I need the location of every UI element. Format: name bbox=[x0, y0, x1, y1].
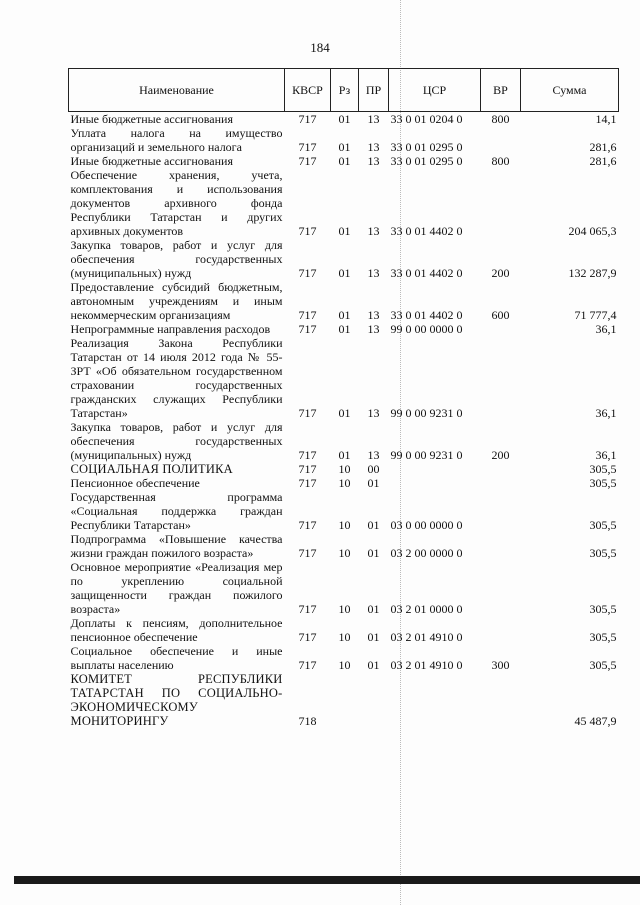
row-rz: 10 bbox=[338, 462, 351, 476]
table-row bbox=[69, 420, 619, 462]
row-pr bbox=[359, 672, 389, 728]
row-name: Закупка товаров, работ и услуг для обеспечения государственных (муниципальных) нужд bbox=[70, 238, 283, 280]
row-pr: 01 bbox=[367, 602, 380, 616]
row-rz: 01 bbox=[338, 224, 351, 238]
row-csr: 03 2 00 0000 0 bbox=[390, 546, 463, 560]
row-rz: 10 bbox=[338, 602, 351, 616]
row-pr: 13 bbox=[367, 322, 380, 336]
row-kvsr: 717 bbox=[298, 140, 317, 154]
row-kvsr: 717 bbox=[298, 476, 317, 490]
row-vr: 600 bbox=[491, 308, 510, 322]
row-name: Основное мероприятие «Реализация мер по укреплению социальной защищенности граждан пожилого возраста» bbox=[70, 560, 283, 616]
row-kvsr: 717 bbox=[298, 658, 317, 672]
row-csr: 03 0 00 0000 0 bbox=[390, 518, 463, 532]
row-pr: 13 bbox=[367, 224, 380, 238]
row-sum: 305,5 bbox=[589, 462, 617, 476]
row-name: Доплаты к пенсиям, дополнительное пенсионное обеспечение bbox=[70, 616, 283, 644]
row-csr: 33 0 01 4402 0 bbox=[390, 224, 463, 238]
row-vr bbox=[481, 616, 521, 644]
row-sum: 305,5 bbox=[589, 630, 617, 644]
row-rz: 01 bbox=[338, 308, 351, 322]
row-vr bbox=[481, 126, 521, 154]
row-name: Закупка товаров, работ и услуг для обеспечения государственных (муниципальных) нужд bbox=[70, 420, 283, 462]
table-row bbox=[69, 154, 619, 168]
row-pr: 01 bbox=[367, 546, 380, 560]
row-pr: 00 bbox=[367, 462, 380, 476]
row-vr: 800 bbox=[491, 112, 510, 126]
row-pr: 13 bbox=[367, 406, 380, 420]
row-vr bbox=[481, 168, 521, 238]
row-sum: 305,5 bbox=[589, 518, 617, 532]
row-pr: 01 bbox=[367, 476, 380, 490]
row-name: КОМИТЕТ РЕСПУБЛИКИ ТАТАРСТАН ПО СОЦИАЛЬНО-ЭКОНОМИЧЕСКОМУ МОНИТОРИНГУ bbox=[70, 672, 283, 728]
row-vr bbox=[481, 322, 521, 336]
row-kvsr: 717 bbox=[298, 322, 317, 336]
table-row bbox=[69, 616, 619, 644]
row-name: Государственная программа «Социальная поддержка граждан Республики Татарстан» bbox=[70, 490, 283, 532]
row-vr: 800 bbox=[491, 154, 510, 168]
table-row bbox=[69, 490, 619, 532]
row-csr: 33 0 01 0204 0 bbox=[390, 112, 463, 126]
row-rz: 10 bbox=[338, 658, 351, 672]
row-name: СОЦИАЛЬНАЯ ПОЛИТИКА bbox=[70, 462, 233, 476]
row-kvsr: 717 bbox=[298, 448, 317, 462]
row-name: Социальное обеспечение и иные выплаты населению bbox=[70, 644, 283, 672]
row-name: Уплата налога на имущество организаций и земельного налога bbox=[70, 126, 283, 154]
row-csr: 99 0 00 9231 0 bbox=[390, 406, 463, 420]
column-header-csr: ЦСР bbox=[389, 69, 481, 112]
row-csr: 99 0 00 0000 0 bbox=[390, 322, 463, 336]
row-kvsr: 717 bbox=[298, 630, 317, 644]
row-rz: 01 bbox=[338, 266, 351, 280]
row-sum: 45 487,9 bbox=[574, 714, 617, 728]
row-pr: 13 bbox=[367, 448, 380, 462]
row-csr: 33 0 01 4402 0 bbox=[390, 308, 463, 322]
row-sum: 36,1 bbox=[595, 322, 617, 336]
row-csr: 99 0 00 9231 0 bbox=[390, 448, 463, 462]
row-pr: 13 bbox=[367, 112, 380, 126]
row-vr bbox=[481, 462, 521, 476]
row-name: Подпрограмма «Повышение качества жизни граждан пожилого возраста» bbox=[70, 532, 283, 560]
row-sum: 14,1 bbox=[595, 112, 617, 126]
column-header-vr: ВР bbox=[481, 69, 521, 112]
scan-bottom-edge bbox=[14, 876, 640, 884]
row-sum: 36,1 bbox=[595, 406, 617, 420]
row-rz: 01 bbox=[338, 140, 351, 154]
column-header-kvsr: КВСР bbox=[285, 69, 331, 112]
row-csr: 03 2 01 4910 0 bbox=[390, 658, 463, 672]
row-kvsr: 717 bbox=[298, 224, 317, 238]
row-vr bbox=[481, 532, 521, 560]
row-kvsr: 717 bbox=[298, 154, 317, 168]
table-body bbox=[69, 112, 619, 729]
row-kvsr: 718 bbox=[298, 714, 317, 728]
row-vr: 200 bbox=[491, 266, 510, 280]
row-sum: 281,6 bbox=[589, 154, 617, 168]
page-number: 184 bbox=[310, 40, 330, 55]
row-rz: 10 bbox=[338, 546, 351, 560]
table-row bbox=[69, 322, 619, 336]
row-pr: 01 bbox=[367, 658, 380, 672]
row-csr bbox=[389, 476, 481, 490]
table-row bbox=[69, 644, 619, 672]
row-sum: 71 777,4 bbox=[574, 308, 617, 322]
row-pr: 13 bbox=[367, 140, 380, 154]
row-vr bbox=[481, 476, 521, 490]
row-vr bbox=[481, 672, 521, 728]
row-pr: 01 bbox=[367, 518, 380, 532]
row-vr: 200 bbox=[491, 448, 510, 462]
row-sum: 132 287,9 bbox=[568, 266, 617, 280]
row-kvsr: 717 bbox=[298, 462, 317, 476]
row-csr: 03 2 01 4910 0 bbox=[390, 630, 463, 644]
row-sum: 281,6 bbox=[589, 140, 617, 154]
table-row bbox=[69, 462, 619, 476]
row-name: Реализация Закона Республики Татарстан от 14 июля 2012 года № 55-ЗРТ «Об обязательном государственном страховании государственных гражданских служащих Республики Татарстан» bbox=[70, 336, 283, 420]
row-sum: 305,5 bbox=[589, 658, 617, 672]
row-rz: 01 bbox=[338, 448, 351, 462]
table-row bbox=[69, 336, 619, 420]
row-kvsr: 717 bbox=[298, 546, 317, 560]
row-name: Обеспечение хранения, учета, комплектования и использования документов архивного фонда Республики Татарстан и других архивных документов bbox=[70, 168, 283, 238]
row-csr bbox=[389, 672, 481, 728]
row-kvsr: 717 bbox=[298, 266, 317, 280]
row-name: Иные бюджетные ассигнования bbox=[70, 112, 233, 126]
row-kvsr: 717 bbox=[298, 112, 317, 126]
row-pr: 01 bbox=[367, 630, 380, 644]
table-row bbox=[69, 168, 619, 238]
row-vr bbox=[481, 560, 521, 616]
row-name: Непрограммные направления расходов bbox=[70, 322, 271, 336]
row-pr: 13 bbox=[367, 308, 380, 322]
row-vr: 300 bbox=[491, 658, 510, 672]
row-kvsr: 717 bbox=[298, 308, 317, 322]
row-rz: 01 bbox=[338, 406, 351, 420]
row-vr bbox=[481, 490, 521, 532]
table-row bbox=[69, 280, 619, 322]
table-row bbox=[69, 112, 619, 127]
row-csr: 03 2 01 0000 0 bbox=[390, 602, 463, 616]
row-pr: 13 bbox=[367, 154, 380, 168]
row-name: Предоставление субсидий бюджетным, автономным учреждениям и иным некоммерческим организациям bbox=[70, 280, 283, 322]
budget-table bbox=[68, 68, 619, 728]
column-header-pr: ПР bbox=[359, 69, 389, 112]
row-name: Пенсионное обеспечение bbox=[70, 476, 200, 490]
row-rz: 01 bbox=[338, 112, 351, 126]
column-header-rz: Рз bbox=[331, 69, 359, 112]
row-csr: 33 0 01 0295 0 bbox=[390, 154, 463, 168]
row-rz: 10 bbox=[338, 630, 351, 644]
row-rz: 10 bbox=[338, 476, 351, 490]
row-csr: 33 0 01 4402 0 bbox=[390, 266, 463, 280]
row-kvsr: 717 bbox=[298, 406, 317, 420]
row-rz: 10 bbox=[338, 518, 351, 532]
table-row bbox=[69, 532, 619, 560]
column-header-name: Наименование bbox=[69, 69, 285, 112]
row-sum: 305,5 bbox=[589, 602, 617, 616]
row-name: Иные бюджетные ассигнования bbox=[70, 154, 233, 168]
row-sum: 204 065,3 bbox=[568, 224, 617, 238]
row-vr bbox=[481, 336, 521, 420]
row-sum: 305,5 bbox=[589, 546, 617, 560]
table-row bbox=[69, 476, 619, 490]
row-csr: 33 0 01 0295 0 bbox=[390, 140, 463, 154]
table-header-row bbox=[69, 69, 619, 112]
row-rz: 01 bbox=[338, 154, 351, 168]
row-sum: 36,1 bbox=[595, 448, 617, 462]
row-kvsr: 717 bbox=[298, 518, 317, 532]
row-pr: 13 bbox=[367, 266, 380, 280]
table-row bbox=[69, 560, 619, 616]
row-kvsr: 717 bbox=[298, 602, 317, 616]
column-header-sum: Сумма bbox=[521, 69, 619, 112]
row-rz bbox=[331, 672, 359, 728]
table-row bbox=[69, 126, 619, 154]
table-row bbox=[69, 238, 619, 280]
table-row bbox=[69, 672, 619, 728]
row-rz: 01 bbox=[338, 322, 351, 336]
row-csr bbox=[389, 462, 481, 476]
row-sum: 305,5 bbox=[589, 476, 617, 490]
